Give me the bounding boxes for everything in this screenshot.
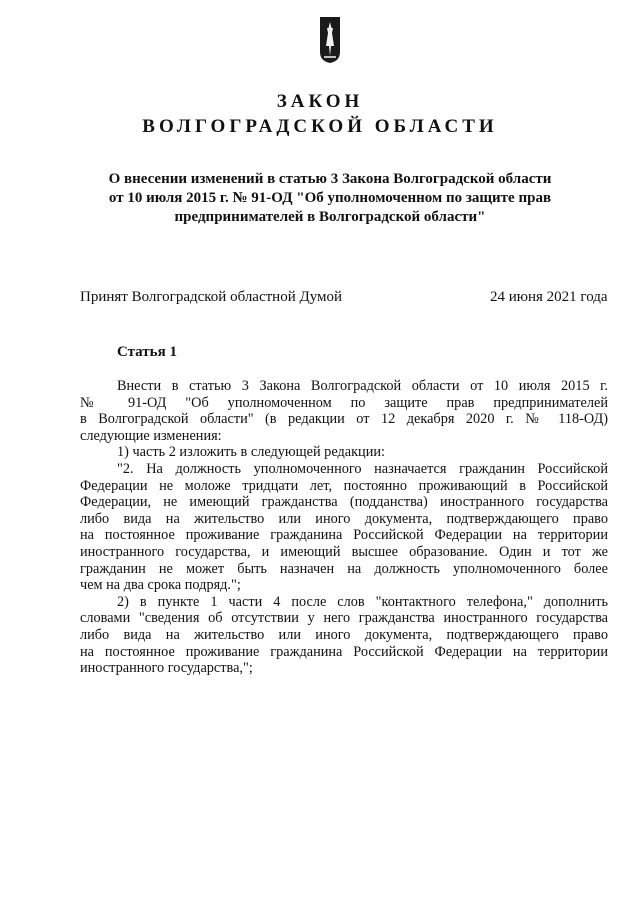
body-line: на постоянное проживание гражданина Российской Федерации на территории <box>80 527 608 544</box>
body-line: "2. На должность уполномоченного назначается гражданин Российской <box>117 460 608 477</box>
body-line: либо вида на жительство или иного документа, подтверждающего право <box>80 626 608 643</box>
body-line: словами "сведения об отсутствии у него гражданства иностранного государства <box>80 610 608 627</box>
article-heading: Статья 1 <box>117 344 177 360</box>
subtitle-line: О внесении изменений в статью 3 Закона Волгоградской области <box>108 171 552 187</box>
body-line: иностранного государства,"; <box>80 660 253 677</box>
article-body <box>80 378 608 677</box>
body-line: Федерации, не имеющий гражданства (подданства) иностранного государства <box>80 494 608 511</box>
coat-of-arms-emblem <box>319 16 341 64</box>
body-line: следующие изменения: <box>80 427 222 444</box>
body-line: 1) часть 2 изложить в следующей редакции: <box>117 444 385 461</box>
subtitle-line: от 10 июля 2015 г. № 91-ОД "Об уполномоченном по защите прав <box>108 190 552 206</box>
body-line: в Волгоградской области" (в редакции от 12 декабря 2020 г. № 118-ОД) <box>80 411 608 428</box>
region-title: ВОЛГОГРАДСКОЙ ОБЛАСТИ <box>142 116 498 137</box>
body-line: № 91-ОД "Об уполномоченном по защите прав предпринимателей <box>80 394 608 411</box>
law-subtitle <box>80 170 580 227</box>
body-line: на постоянное проживание гражданина Российской Федерации на территории <box>80 643 608 660</box>
body-line: Внести в статью 3 Закона Волгоградской области от 10 июля 2015 г. <box>117 378 608 394</box>
law-title: ЗАКОН <box>276 91 364 112</box>
body-line: Федерации не моложе тридцати лет, постоянно проживающий в Российской <box>80 477 608 494</box>
body-line: иностранного государства, и имеющий высшее образование. Один и тот же <box>80 543 608 560</box>
body-line: 2) в пункте 1 части 4 после слов "контактного телефона," дополнить <box>117 593 608 610</box>
body-line: либо вида на жительство или иного документа, подтверждающего право <box>80 510 608 527</box>
adoption-date: 24 июня 2021 года <box>490 289 608 305</box>
subtitle-line: предпринимателей в Волгоградской области" <box>174 209 486 225</box>
adopted-by: Принят Волгоградской областной Думой <box>80 289 343 305</box>
body-line: чем на два срока подряд."; <box>80 577 241 594</box>
body-line: гражданин не может быть назначен на должность уполномоченного более <box>80 560 608 577</box>
